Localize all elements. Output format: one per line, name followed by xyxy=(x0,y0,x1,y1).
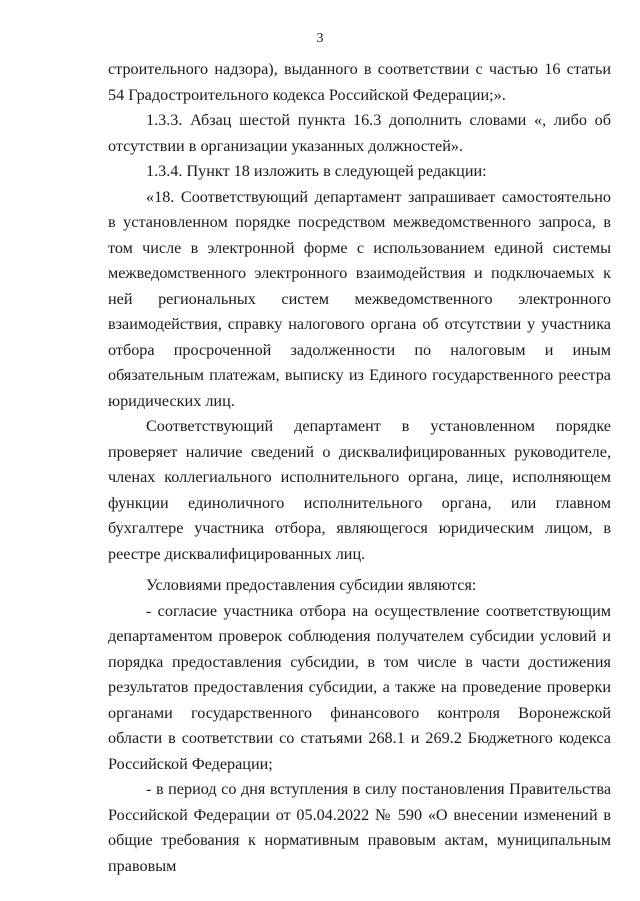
page-number: 3 xyxy=(316,31,324,46)
paragraph-subsidy-conditions-heading: Условиями предоставления субсидии являются: xyxy=(146,576,477,594)
paragraph-continuation-article-54: строительного надзора), выданного в соответствии с частью 16 статьи 54 Градостроительного кодекса Российской Федерации;». xyxy=(108,60,611,104)
paragraph-disqualified-check: Соответствующий департамент в установленном порядке проверяет наличие сведений о дисквалифицированных руководителе, членах коллегиального исполнительного органа, лице, исполняющем функции единоличного исполнительного органа, или главном бухгалтере участника отбора, являющегося юридическим лицом, в реестре дисквалифицированных лиц. xyxy=(108,417,611,563)
paragraph-condition-period: - в период со дня вступления в силу постановления Правительства Российской Федерации от 05.04.2022 № 590 «О внесении изменений в общие требования к нормативным правовым актам, муниципальным правовым xyxy=(108,780,611,875)
paragraph-point-18: «18. Соответствующий департамент запрашивает самостоятельно в установленном порядке посредством межведомственного запроса, в том числе в электронной форме с использованием единой системы межведомственного электронного взаимодействия и подключаемых к ней региональных систем межведомственного электронного взаимодействия, справку налогового органа об отсутствии у участника отбора просроченной задолженности по налоговым и иным обязательным платежам, выписку из Единого государственного реестра юридических лиц. xyxy=(108,187,611,410)
document-body xyxy=(108,57,611,879)
paragraph-condition-consent: - согласие участника отбора на осуществление соответствующим департаментом проверок соблюдения получателем субсидии условий и порядка предоставления субсидии, в том числе в части достижения результатов предоставления субсидии, а также на проведение проверки органами государственного финансового контроля Воронежской области в соответствии со статьями 268.1 и 269.2 Бюджетного кодекса Российской Федерации; xyxy=(108,601,611,773)
paragraph-1-3-3: 1.3.3. Абзац шестой пункта 16.3 дополнить словами «, либо об отсутствии в организации указанных должностей». xyxy=(108,111,611,155)
paragraph-1-3-4: 1.3.4. Пункт 18 изложить в следующей редакции: xyxy=(146,162,487,180)
